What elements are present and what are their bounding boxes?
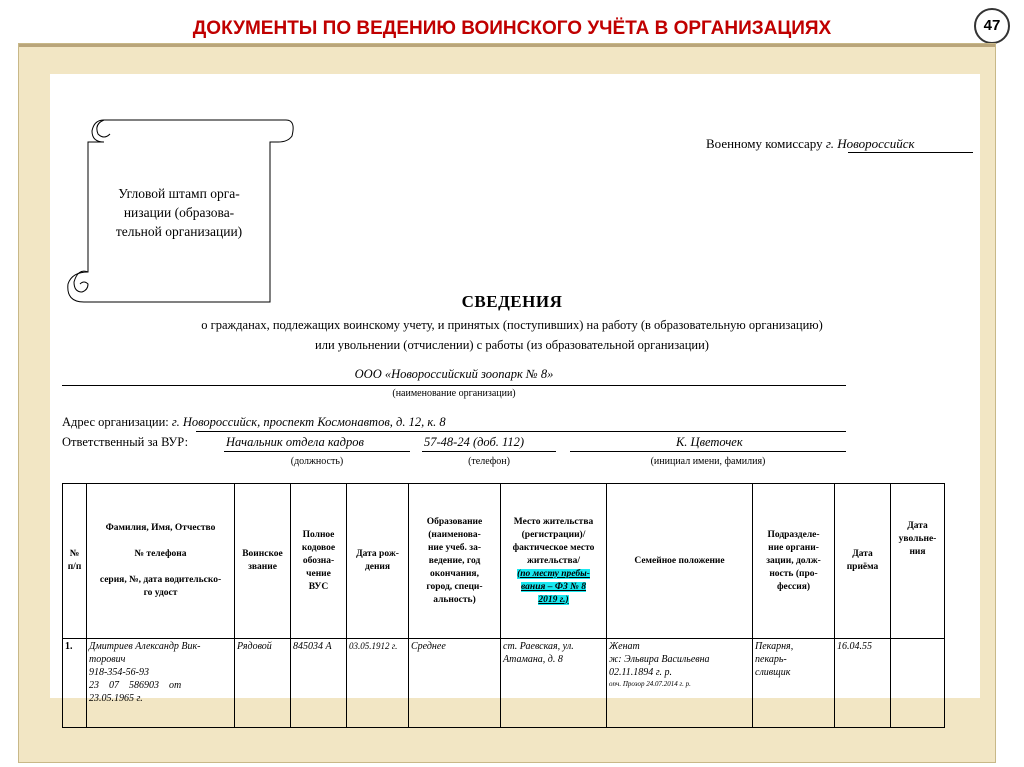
responsible-position: Начальник отдела кадров xyxy=(226,435,364,449)
col-header-fio: Фамилия, Имя, Отчество № телефона серия, №, дата водительско- го удост xyxy=(87,484,235,639)
cell-birth: 03.05.1912 г. xyxy=(347,639,409,728)
col-header-num: № п/п xyxy=(63,484,87,639)
cell-fio: Дмитриев Александр Вик- торович 918-354-56-93 23 07 586903 от 23.05.1965 г. xyxy=(87,639,235,728)
col-header-division: Подразделе- ние органи- зации, долж- ность (про- фессия) xyxy=(753,484,835,639)
highlighted-note: 2019 г.) xyxy=(538,594,569,605)
form-subtitle: о гражданах, подлежащих воинскому учету, и принятых (поступивших) на работу (в образовательную организацию) xyxy=(201,318,823,332)
table-header-row xyxy=(63,484,945,639)
col-header-birth: Дата рож- дения xyxy=(347,484,409,639)
underline xyxy=(422,451,556,452)
cell-num: 1. xyxy=(63,639,87,728)
caption-name: (инициал имени, фамилия) xyxy=(650,456,766,467)
responsible-phone: 57-48-24 (доб. 112) xyxy=(424,435,525,449)
caption-phone: (телефон) xyxy=(468,456,510,467)
underline xyxy=(62,385,846,386)
col-header-residence: Место жительства (регистрации)/ фактическое место жительства/ (по месту пребы- вания – ФЗ № 8 2019 г.) xyxy=(501,484,607,639)
caption-position: (должность) xyxy=(290,456,344,467)
cell-division: Пекарня, пекарь- сливщик xyxy=(753,639,835,728)
addressee-city: г. Новороссийск xyxy=(825,136,915,151)
stamp-line: тельной организации) xyxy=(115,224,243,239)
responsible-name: К. Цветочек xyxy=(676,435,743,449)
underline xyxy=(224,451,410,452)
highlighted-note: вания – ФЗ № 8 xyxy=(521,581,586,592)
address-row: Адрес организации: г. Новороссийск, проспект Космонавтов, д. 12, к. 8 xyxy=(62,415,446,429)
col-header-vus: Полное кодовое обозна- чение ВУС xyxy=(291,484,347,639)
stamp-line: Угловой штамп орга- xyxy=(118,186,240,201)
highlighted-note: (по месту пребы- xyxy=(517,568,590,579)
slide-title: ДОКУМЕНТЫ ПО ВЕДЕНИЮ ВОИНСКОГО УЧЁТА В ОРГАНИЗАЦИЯХ xyxy=(192,18,832,39)
form-title: СВЕДЕНИЯ xyxy=(461,292,563,311)
underline xyxy=(196,431,846,432)
underline xyxy=(848,152,973,153)
form-subtitle: или увольнении (отчислении) с работы (из образовательной организации) xyxy=(315,338,709,352)
org-caption: (наименование организации) xyxy=(392,388,516,399)
table-row xyxy=(63,639,945,728)
records-table xyxy=(62,483,945,728)
org-name: ООО «Новороссийский зоопарк № 8» xyxy=(354,367,554,381)
cell-education: Среднее xyxy=(409,639,501,728)
addressee: Военному комиссару г. Новороссийск xyxy=(706,136,915,151)
cell-residence: ст. Раевская, ул. Атамана, д. 8 xyxy=(501,639,607,728)
cell-hire: 16.04.55 xyxy=(835,639,891,728)
page-number-badge: 47 xyxy=(974,8,1010,44)
col-header-family: Семейное положение xyxy=(607,484,753,639)
cell-rank: Рядовой xyxy=(235,639,291,728)
col-header-dismiss: Дата увольне- ния xyxy=(891,484,945,639)
family-note: опч. Прозор 24.07.2014 г. р. xyxy=(609,680,691,688)
col-header-rank: Воинское звание xyxy=(235,484,291,639)
address-value: г. Новороссийск, проспект Космонавтов, д. 12, к. 8 xyxy=(171,415,446,429)
cell-dismiss xyxy=(891,639,945,728)
cell-vus: 845034 А xyxy=(291,639,347,728)
cell-family: Женат ж: Эльвира Васильевна 02.11.1894 г. р. опч. Прозор 24.07.2014 г. р. xyxy=(607,639,753,728)
stamp-line: низации (образова- xyxy=(123,205,235,220)
responsible-label: Ответственный за ВУР: xyxy=(62,435,189,449)
underline xyxy=(570,451,846,452)
col-header-hire: Дата приёма xyxy=(835,484,891,639)
col-header-education: Образование (наименова- ние учеб. за- ведение, год окончания, город, специ- альность) xyxy=(409,484,501,639)
stamp-text xyxy=(99,184,259,241)
